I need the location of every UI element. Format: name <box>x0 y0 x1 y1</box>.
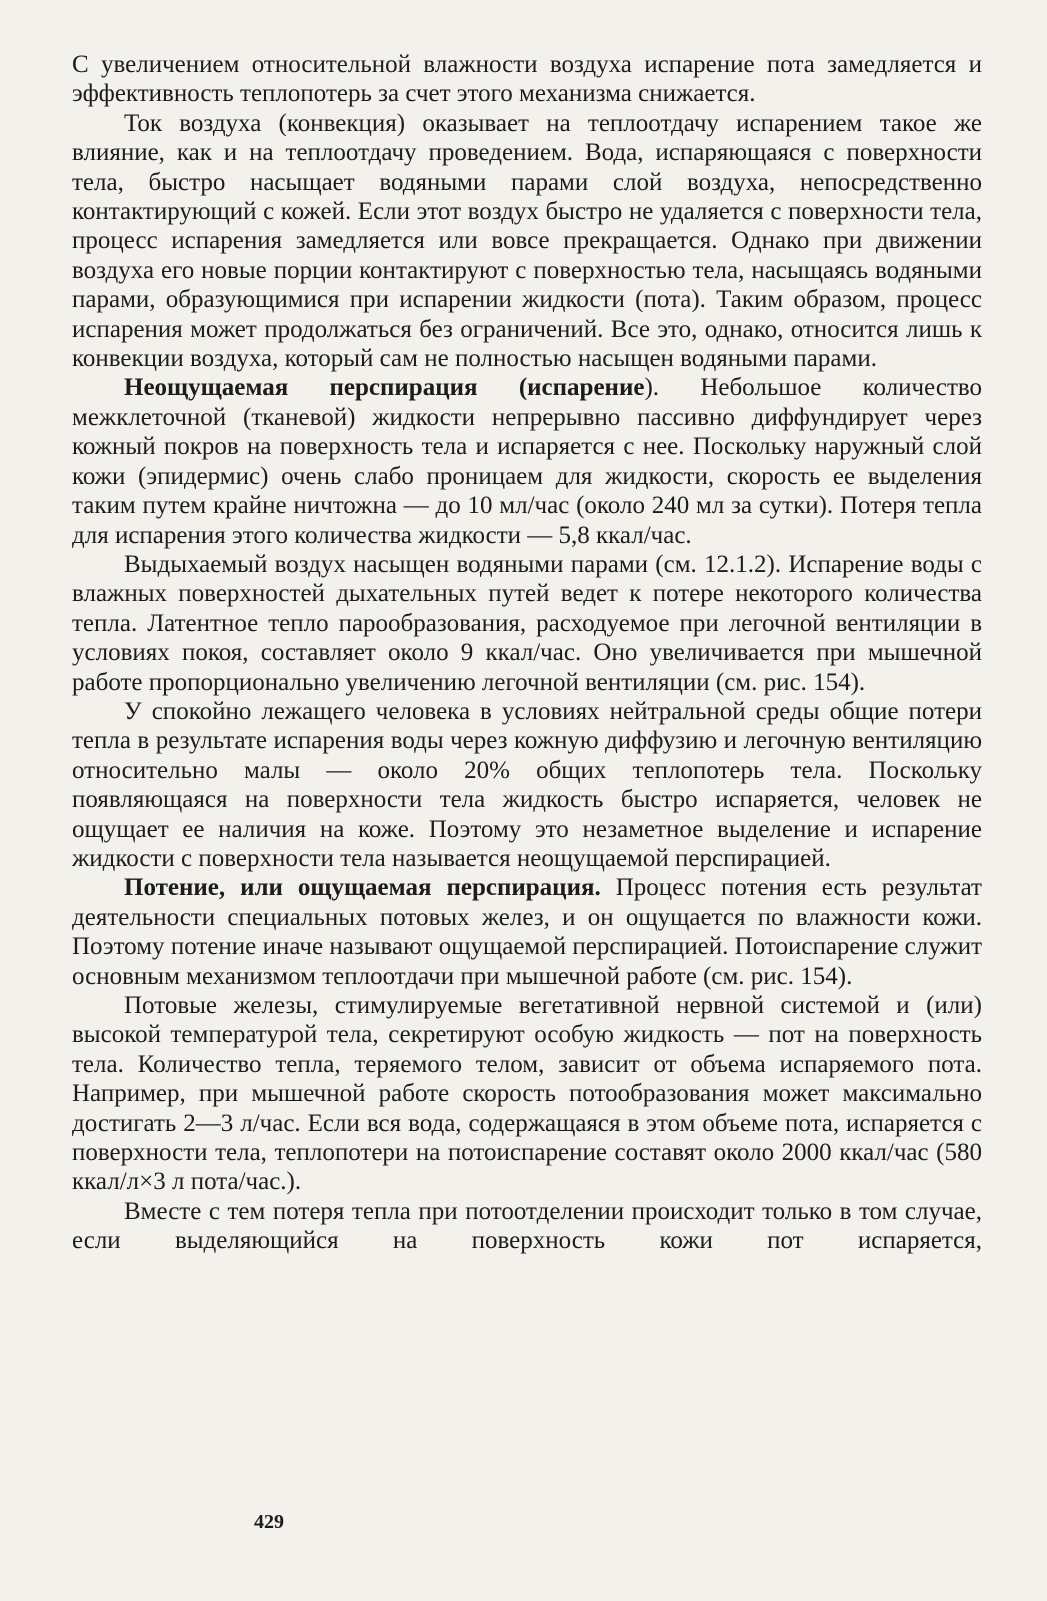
paragraph-3-heading: Неощущаемая перспирация (испарение <box>124 374 645 402</box>
paragraph-5 <box>72 697 982 873</box>
paragraph-7-text: Потовые железы, стимулируемые вегетативной нервной системой и (или) высокой температурой тела, секретируют особую жидкость — пот на поверхность тела. Количество тепла, теряемого телом, зависит от объема испаряемого пота. Например, при мышечной работе скорость потообразования может максимально достигать 2—3 л/час. Если вся вода, содержащаяся в этом объеме пота, испаряется с поверхности тела, теплопотери на потоиспарение составят около 2000 ккал/час (580 ккал/л×3 л пота/час.). <box>72 992 982 1196</box>
paragraph-1-text: С увеличением относительной влажности воздуха испарение пота замедляется и эффективность теплопотерь за счет этого механизма снижается. <box>72 51 982 108</box>
page-body <box>72 50 982 1256</box>
paragraph-6-heading: Потение, или ощущаемая перспирация. <box>124 874 601 902</box>
paragraph-4 <box>72 550 982 697</box>
paragraph-1 <box>72 50 982 109</box>
paragraph-3-text: ). Небольшое количество межклеточной (тканевой) жидкости непрерывно пассивно диффундирует через кожный покров на поверхность тела и испаряется с нее. Поскольку наружный слой кожи (эпидермис) очень слабо проницаем для жидкости, скорость ее выделения таким путем крайне ничтожна — до 10 мл/час (около 240 мл за сутки). Потеря тепла для испарения этого количества жидкости — 5,8 ккал/час. <box>72 374 983 549</box>
paragraph-2 <box>72 109 982 374</box>
page-number: 429 <box>254 1511 284 1533</box>
paragraph-6-text: Процесс потения есть результат деятельности специальных потовых желез, и он ощущается по влажности кожи. Поэтому потение иначе называют ощущаемой перспирацией. Потоиспарение служит основным механизмом теплоотдачи при мышечной работе (см. рис. 154). <box>72 874 982 990</box>
paragraph-3 <box>72 373 982 549</box>
paragraph-4-text: Выдыхаемый воздух насыщен водяными парами (см. 12.1.2). Испарение воды с влажных поверхностей дыхательных путей ведет к потере некоторого количества тепла. Латентное тепло парообразования, расходуемое при легочной вентиляции в условиях покоя, составляет около 9 ккал/час. Оно увеличивается при мышечной работе пропорционально увеличению легочной вентиляции (см. рис. 154). <box>72 550 982 696</box>
paragraph-8-text: Вместе с тем потеря тепла при потоотделении происходит только в том случае, если выделяющийся на поверхность кожи пот испаряется, <box>72 1197 982 1255</box>
paragraph-5-text: У спокойно лежащего человека в условиях нейтральной среды общие потери тепла в результате испарения воды через кожную диффузию и легочную вентиляцию относительно малы — около 20% общих теплопотерь тела. Поскольку появляющаяся на поверхности тела жидкость быстро испаряется, человек не ощущает ее наличия на коже. Поэтому это незаметное выделение и испарение жидкости с поверхности тела называется неощущаемой перспирацией. <box>72 697 982 872</box>
paragraph-2-text: Ток воздуха (конвекция) оказывает на теплоотдачу испарением такое же влияние, как и на теплоотдачу проведением. Вода, испаряющаяся с поверхности тела, быстро насыщает водяными парами слой воздуха, непосредственно контактирующий с кожей. Если этот воздух быстро не удаляется с поверхности тела, процесс испарения замедляется или вовсе прекращается. Однако при движении воздуха его новые порции контактируют с поверхностью тела, насыщаясь водяными парами, образующимися при испарении жидкости (пота). Таким образом, процесс испарения может продолжаться без ограничений. Все это, однако, относится лишь к конвекции воздуха, который сам не полностью насыщен водяными парами. <box>72 109 982 373</box>
paragraph-8 <box>72 1197 982 1256</box>
paragraph-7 <box>72 991 982 1197</box>
paragraph-6 <box>72 873 982 991</box>
